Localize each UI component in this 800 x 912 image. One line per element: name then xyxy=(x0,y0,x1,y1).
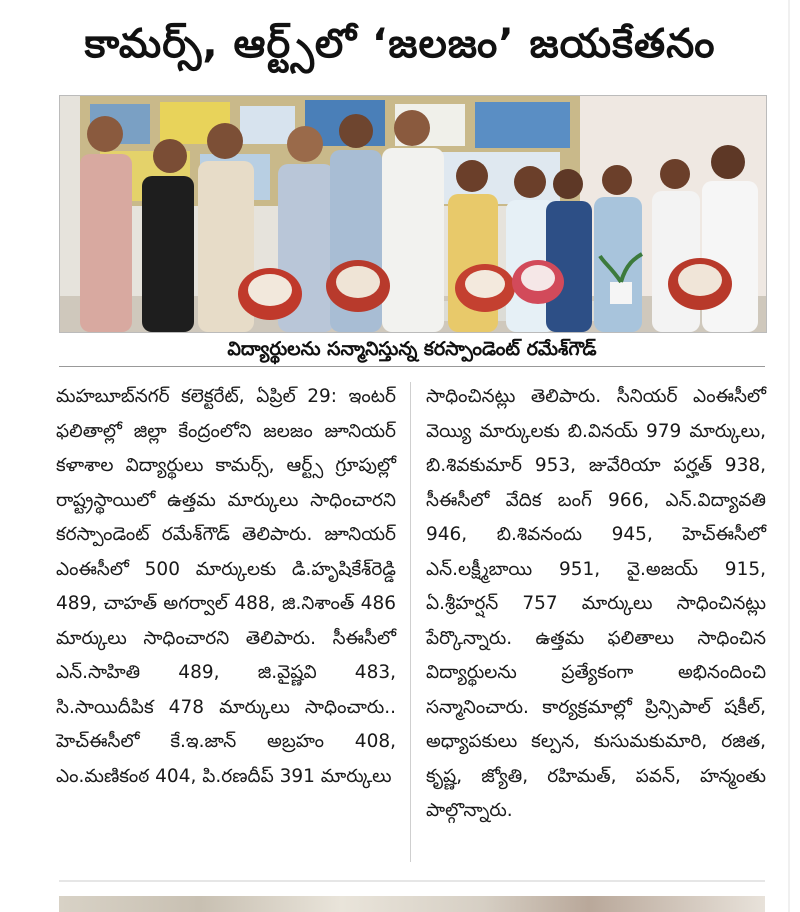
column-divider xyxy=(410,382,411,862)
photo-caption: విద్యార్థులను సన్మానిస్తున్న కరస్పాండెంట్ రమేశ్‌గౌడ్ xyxy=(59,336,765,367)
bottom-divider xyxy=(59,880,765,882)
article-column-right: సాధించినట్లు తెలిపారు. సీనియర్ ఎంఈసీలో వెయ్యి మార్కులకు బి.వినయ్ 979 మార్కులు, బి.శివకుమార్ 953, జువేరియా పర్హత్ 938, సీఈసీలో వేదిక బంగ్ 966, ఎన్.విద్యావతి 946, బి.శివనందు 945, హెచ్‌ఈసీలో ఎన్.లక్ష్మీబాయి 951, వై.అజయ్ 915, ఏ.శ్రీహర్షన్ 757 మార్కులు సాధించినట్లు పేర్కొన్నారు. ఉత్తమ ఫలితాలు సాధించిన విద్యార్థులను ప్రత్యేకంగా అభినందించి సన్మానించారు. కార్యక్రమాల్లో ప్రిన్సిపాల్ షకీల్, అధ్యాపకులు కల్పన, కుసుమకుమారి, రజిత, కృష్ణ, జ్యోతి, రహిమత్, పవన్, హన్మంతు పాల్గొన్నారు. xyxy=(426,386,766,821)
headline: కామర్స్‌, ఆర్ట్స్‌లో ‘జలజం’ జయకేతనం xyxy=(84,21,716,67)
clipped-previous-headline xyxy=(60,0,480,8)
article-column-left: మహబూబ్‌నగర్ కలెక్టరేట్, ఏప్రిల్ 29: ఇంటర్ ఫలితాల్లో జిల్లా కేంద్రంలోని జలజం జూనియర్ కళాశాల విద్యార్థులు కామర్స్, ఆర్ట్స్ గ్రూపుల్లో రాష్ట్రస్థాయిలో ఉత్తమ మార్కులు సాధించారని కరస్పాండెంట్ రమేశ్‌గౌడ్ తెలిపారు. జూనియర్ ఎంఈసీలో 500 మార్కులకు డి.హృషికేశ్‌రెడ్డి 489, చాహత్ అగర్వాల్ 488, జి.నిశాంత్ 486 మార్కులు సాధించారని తెలిపారు. సీఈసీలో ఎన్.సాహితి 489, జి.వైష్ణవి 483, సి.సాయిదీపిక 478 మార్కులు సాధించారు.. హెచ్‌ఈసీలో కే.ఇ.జాన్ అబ్రహం 408, ఎం.మణికంఠ 404, పి.రణదీప్ 391 మార్కులు xyxy=(56,386,396,787)
next-article-image-strip xyxy=(59,896,765,912)
news-photo xyxy=(59,95,767,333)
photo-illustration xyxy=(60,96,766,332)
page-edge-rule xyxy=(788,0,790,912)
